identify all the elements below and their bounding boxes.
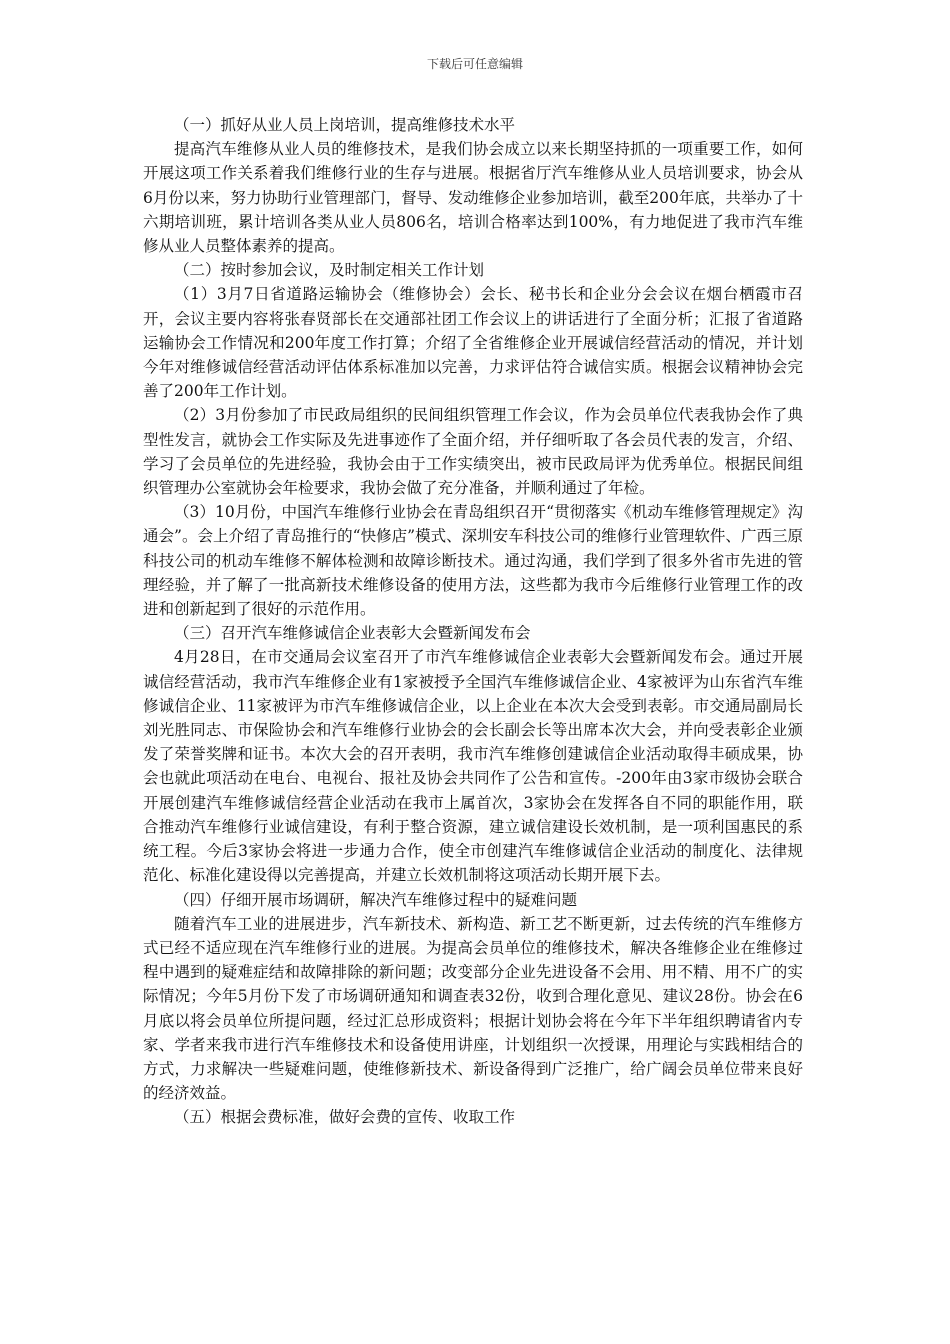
section-heading-1: （一）抓好从业人员上岗培训，提高维修技术水平 xyxy=(174,116,516,134)
paragraph: （1）3月7日省道路运输协会（维修协会）会长、秘书长和企业分会会议在烟台栖霞市召开，会议主要内容将张春贤部长在交通部社团工作会议上的讲话进行了全面分析；汇报了省道路运输协会工作情况和200年度工作打算；介绍了全省维修企业开展诚信经营活动的情况，并计划今年对维修诚信经营活动评估体系标准加以完善，力求评估符合诚信实质。根据会议精神协会完善了200年工作计划。 xyxy=(143,285,803,401)
paragraph: 随着汽车工业的进展进步，汽车新技术、新构造、新工艺不断更新，过去传统的汽车维修方式已经不适应现在汽车维修行业的进展。为提高会员单位的维修技术，解决各维修企业在维修过程中遇到的疑难症结和故障排除的新问题；改变部分企业先进设备不会用、用不精、用不广的实际情况；今年5月份下发了市场调研通知和调查表32份，收到合理化意见、建议28份。协会在6月底以将会员单位所提问题，经过汇总形成资料；根据计划协会将在今年下半年组织聘请省内专家、学者来我市进行汽车维修技术和设备使用讲座，计划组织一次授课，用理论与实践相结合的方式，力求解决一些疑难问题，使维修新技术、新设备得到广泛推广，给广阔会员单位带来良好的经济效益。 xyxy=(143,914,803,1103)
section-heading-4: （四）仔细开展市场调研，解决汽车维修过程中的疑难问题 xyxy=(174,890,578,909)
page-header: 下载后可任意编辑 xyxy=(426,57,523,71)
document-body xyxy=(143,113,803,1130)
paragraph: （3）10月份，中国汽车维修行业协会在青岛组织召开“贯彻落实《机动车维修管理规定》沟通会”。会上介绍了青岛推行的“快修店”模式、深圳安车科技公司的维修行业管理软件、广西三原科技公司的机动车维修不解体检测和故障诊断技术。通过沟通，我们学到了很多外省市先进的管理经验，并了解了一批高新技术维修设备的使用方法，这些都为我市今后维修行业管理工作的改进和创新起到了很好的示范作用。 xyxy=(143,503,803,619)
paragraph: 提高汽车维修从业人员的维修技术，是我们协会成立以来长期坚持抓的一项重要工作，如何开展这项工作关系着我们维修行业的生存与进展。根据省厅汽车维修从业人员培训要求，协会从6月份以来，努力协助行业管理部门，督导、发动维修企业参加培训，截至200年底，共举办了十六期培训班，累计培训各类从业人员806名，培训合格率达到100%，有力地促进了我市汽车维修从业人员整体素养的提高。 xyxy=(143,140,803,256)
paragraph: （2）3月份参加了市民政局组织的民间组织管理工作会议，作为会员单位代表我协会作了典型性发言，就协会工作实际及先进事迹作了全面介绍，并仔细听取了各会员代表的发言，介绍、学习了会员单位的先进经验，我协会由于工作实绩突出，被市民政局评为优秀单位。根据民间组织管理办公室就协会年检要求，我协会做了充分准备，并顺利通过了年检。 xyxy=(143,406,803,498)
section-heading-3: （三）召开汽车维修诚信企业表彰大会暨新闻发布会 xyxy=(174,624,531,643)
section-heading-5: （五）根据会费标准，做好会费的宣传、收取工作 xyxy=(174,1108,516,1127)
paragraph: 4月28日，在市交通局会议室召开了市汽车维修诚信企业表彰大会暨新闻发布会。通过开展诚信经营活动，我市汽车维修企业有1家被授予全国汽车维修诚信企业、4家被评为山东省汽车维修诚信企业、11家被评为市汽车维修诚信企业，以上企业在本次大会受到表彰。市交通局副局长刘光胜同志、市保险协会和汽车维修行业协会的会长副会长等出席本次大会，并向受表彰企业颁发了荣誉奖牌和证书。本次大会的召开表明，我市汽车维修创建诚信企业活动取得丰硕成果，协会也就此项活动在电台、电视台、报社及协会共同作了公告和宣传。-200年由3家市级协会联合开展创建汽车维修诚信经营企业活动在我市上属首次，3家协会在发挥各自不同的职能作用，联合推动汽车维修行业诚信建设，有利于整合资源，建立诚信建设长效机制，是一项利国惠民的系统工程。今后3家协会将进一步通力合作，使全市创建汽车维修诚信企业活动的制度化、法律规范化、标准化建设得以完善提高，并建立长效机制将这项活动长期开展下去。 xyxy=(143,648,803,885)
section-heading-2: （二）按时参加会议，及时制定相关工作计划 xyxy=(174,261,485,280)
